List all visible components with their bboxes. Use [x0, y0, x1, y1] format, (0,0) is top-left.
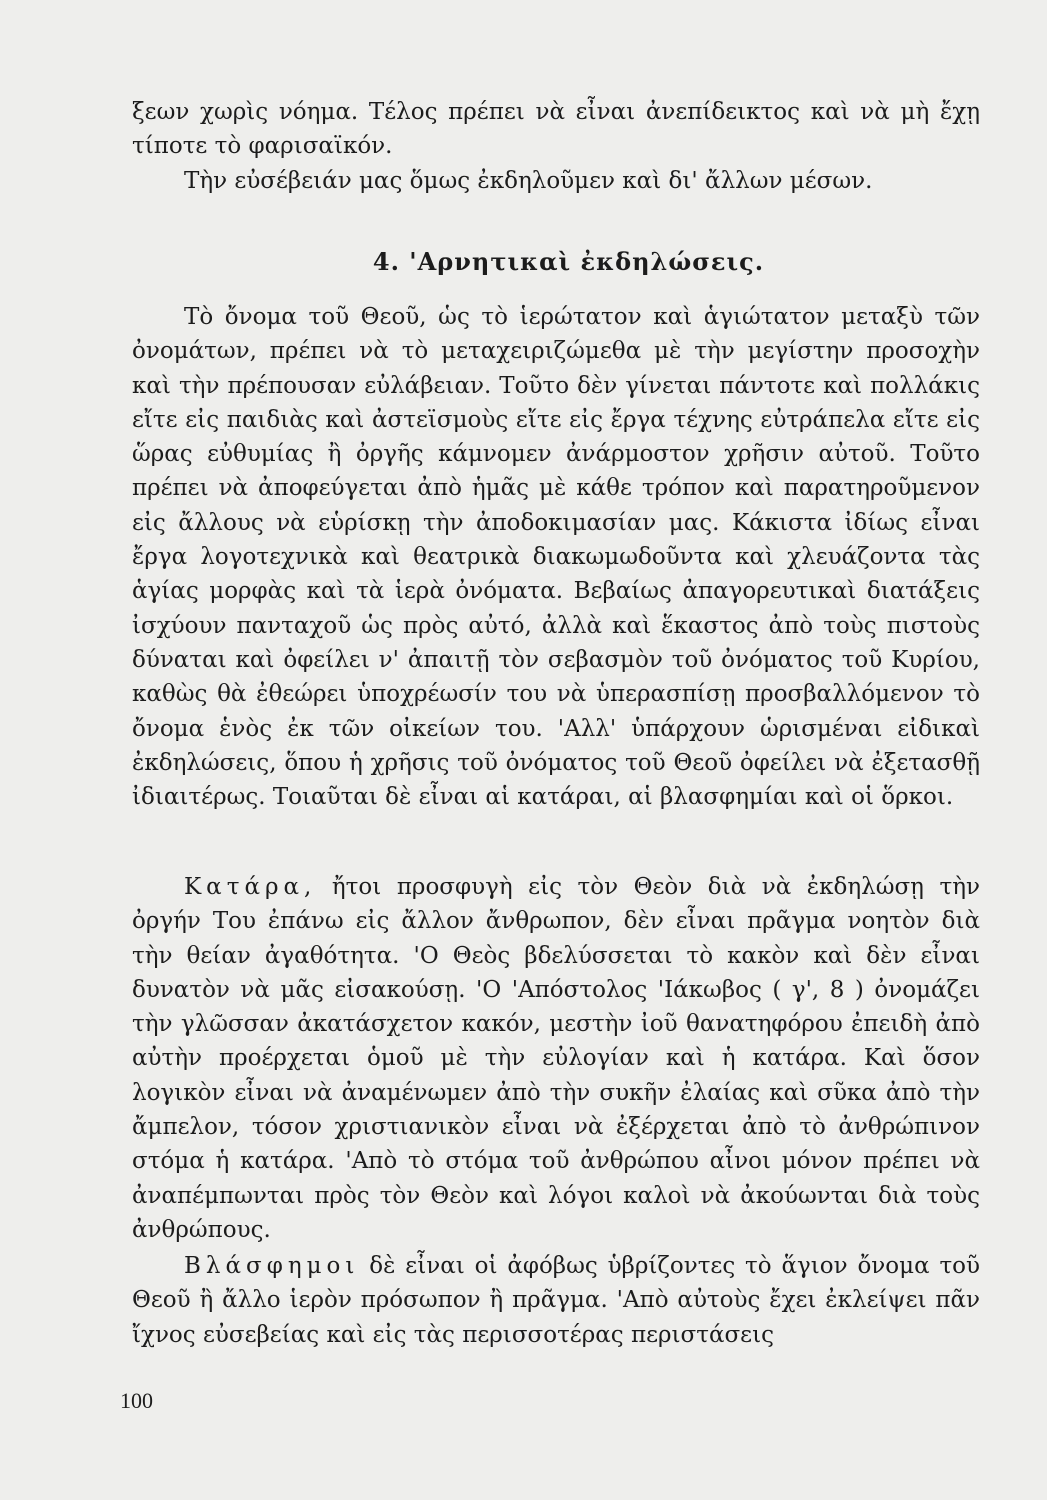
paragraph-4: [132, 870, 980, 1247]
paragraph-4-body: ἤτοι προσφυγὴ εἰς τὸν Θεὸν διὰ νὰ ἐκδηλώσῃ τὴν ὀργήν Του ἐπάνω εἰς ἄλλον ἄνθρωπον, δὲν εἶναι πρᾶγμα νοητὸν διὰ τὴν θείαν ἀγαθότητα. 'Ο Θεὸς βδελύσσεται τὸ κακὸν καὶ δὲν εἶναι δυνατὸν νὰ μᾶς εἰσακούσῃ. 'Ο 'Απόστολος 'Ιάκωβος ( γ', 8 ) ὀνομάζει τὴν γλῶσσαν ἀκατάσχετον κακόν, μεστὴν ἰοῦ θανατηφόρου ἐπειδὴ ἀπὸ αὐτὴν προέρχεται ὁμοῦ μὲ τὴν εὐλογίαν καὶ ἡ κατάρα. Καὶ ὅσον λογικὸν εἶναι νὰ ἀναμένωμεν ἀπὸ τὴν συκῆν ἐλαίας καὶ σῦκα ἀπὸ τὴν ἄμπελον, τόσον χριστιανικὸν εἶναι νὰ ἐξέρχεται ἀπὸ τὸ ἀνθρώπινον στόμα ἡ κατάρα. 'Απὸ τὸ στόμα τοῦ ἀνθρώπου αἶνοι μόνον πρέπει νὰ ἀναπέμπωνται πρὸς τὸν Θεὸν καὶ λόγοι καλοὶ νὰ ἀκούωνται διὰ τοὺς ἀνθρώπους.: [132, 874, 980, 1243]
blasphemy-paragraph-block: [132, 1249, 980, 1352]
paragraph-5: [132, 1249, 980, 1352]
term-katara: Κατάρα,: [184, 874, 317, 900]
curse-paragraph-block: [132, 870, 980, 1247]
paragraph-2: Τὴν εὐσέβειάν μας ὅμως ἐκδηλοῦμεν καὶ δι' ἄλλων μέσων.: [184, 167, 873, 194]
paragraph-1: ξεων χωρὶς νόημα. Τέλος πρέπει νὰ εἶναι ἀνεπίδεικτος καὶ νὰ μὴ ἔχῃ τίποτε τὸ φαρισαϊκόν.: [132, 99, 980, 160]
main-paragraph-block: [132, 300, 980, 814]
section-heading: 4. 'Αρνητικαὶ ἐκδηλώσεις.: [372, 247, 765, 276]
page-number: 100: [120, 1388, 153, 1413]
paragraph-5-body: δὲ εἶναι οἱ ἀφόβως ὑβρίζοντες τὸ ἅγιον ὄνομα τοῦ Θεοῦ ἢ ἄλλο ἱερὸν πρόσωπον ἢ πρᾶγμα. 'Απὸ αὐτοὺς ἔχει ἐκλείψει πᾶν ἴχνος εὐσεβείας καὶ εἰς τὰς περισσοτέρας περιστάσεις: [132, 1253, 980, 1348]
opening-paragraphs: [132, 95, 980, 198]
paragraph-3: Τὸ ὄνομα τοῦ Θεοῦ, ὡς τὸ ἱερώτατον καὶ ἁγιώτατον μεταξὺ τῶν ὀνομάτων, πρέπει νὰ τὸ μεταχειριζώμεθα μὲ τὴν μεγίστην προσοχὴν καὶ τὴν πρέπουσαν εὐλάβειαν. Τοῦτο δὲν γίνεται πάντοτε καὶ πολλάκις εἴτε εἰς παιδιὰς καὶ ἀστεϊσμοὺς εἴτε εἰς ἔργα τέχνης εὐτράπελα εἴτε εἰς ὥρας εὐθυμίας ἢ ὀργῆς κάμνομεν ἀνάρμοστον χρῆσιν αὐτοῦ. Τοῦτο πρέπει νὰ ἀποφεύγεται ἀπὸ ἡμᾶς μὲ κάθε τρόπον καὶ παρατηροῦμενον εἰς ἄλλους νὰ εὑρίσκῃ τὴν ἀποδοκιμασίαν μας. Κάκιστα ἰδίως εἶναι ἔργα λογοτεχνικὰ καὶ θεατρικὰ διακωμωδοῦντα καὶ χλευάζοντα τὰς ἁγίας μορφὰς καὶ τὰ ἱερὰ ὀνόματα. Βεβαίως ἀπαγορευτικαὶ διατάξεις ἰσχύουν πανταχοῦ ὡς πρὸς αὐτό, ἀλλὰ καὶ ἕκαστος ἀπὸ τοὺς πιστοὺς δύναται καὶ ὀφείλει ν' ἀπαιτῇ τὸν σεβασμὸν τοῦ ὀνόματος τοῦ Κυρίου, καθὼς θὰ ἐθεώρει ὑποχρέωσίν του νὰ ὑπερασπίσῃ προσβαλλόμενον τὸ ὄνομα ἑνὸς ἐκ τῶν οἰκείων του. 'Αλλ' ὑπάρχουν ὡρισμέναι εἰδικαὶ ἐκδηλώσεις, ὅπου ἡ χρῆσις τοῦ ὀνόματος τοῦ Θεοῦ ὀφείλει νὰ ἐξετασθῇ ἰδιαιτέρως. Τοιαῦται δὲ εἶναι αἱ κατάραι, αἱ βλασφημίαι καὶ οἱ ὅρκοι.: [132, 304, 980, 811]
term-blasphemoi: Βλάσφημοι: [184, 1253, 360, 1279]
